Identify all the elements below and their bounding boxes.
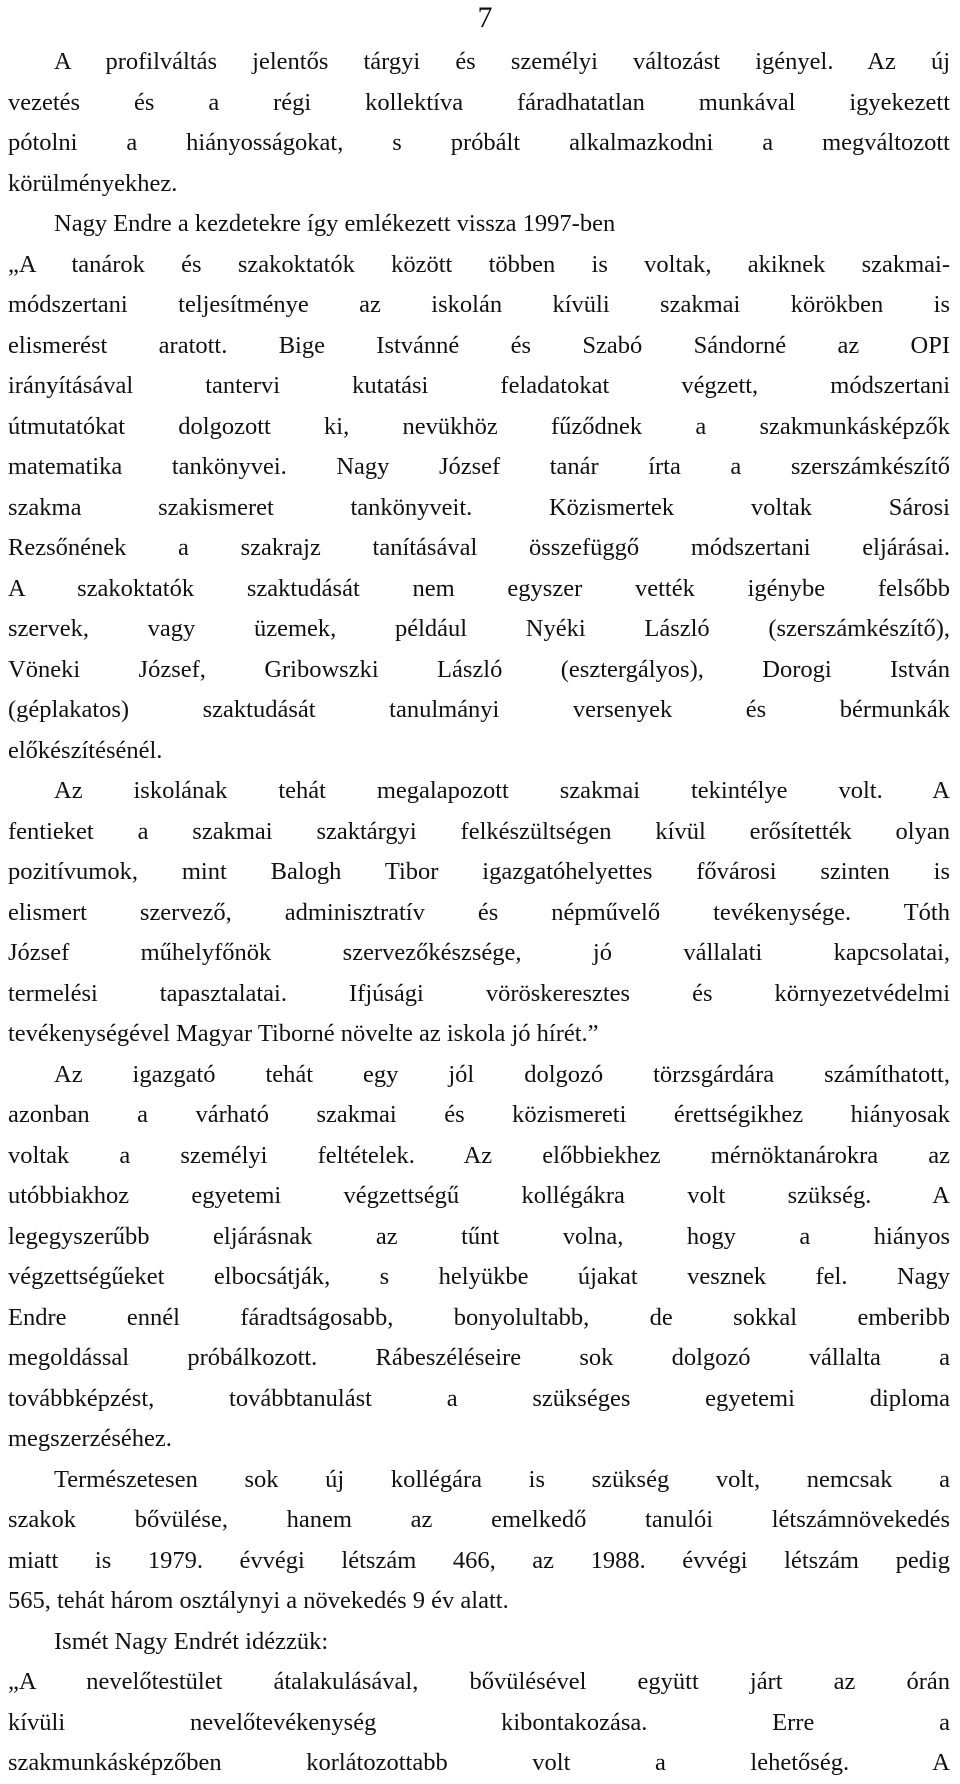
text-line: 565, tehát három osztálynyi a növekedés 9 év alatt. <box>8 1587 509 1614</box>
text-line: pótolni a hiányosságokat, s próbált alkalmazkodni a megváltozott <box>8 129 950 156</box>
text-line: pozitívumok, mint Balogh Tibor igazgatóhelyettes fővárosi szinten is <box>8 858 950 885</box>
text-line: Rezsőnének a szakrajz tanításával összefüggő módszertani eljárásai. <box>8 534 950 561</box>
text-line: szervek, vagy üzemek, például Nyéki László (szerszámkészítő), <box>8 615 950 642</box>
text-line: miatt is 1979. évvégi létszám 466, az 1988. évvégi létszám pedig <box>8 1546 950 1574</box>
text-line: megszerzéséhez. <box>8 1425 172 1452</box>
text-line: A szakoktatók szaktudását nem egyszer vették igénybe felsőbb <box>8 574 950 602</box>
text-line: elismert szervező, adminisztratív és népművelő tevékenysége. Tóth <box>8 898 950 926</box>
text-line: Az igazgató tehát egy jól dolgozó törzsgárdára számíthatott, <box>54 1060 950 1088</box>
text-line: azonban a várható szakmai és közismereti érettségikhez hiányosak <box>8 1101 950 1128</box>
text-line: módszertani teljesítménye az iskolán kívüli szakmai körökben is <box>8 291 950 318</box>
text-line: előkészítésénél. <box>8 736 163 764</box>
text-line: elismerést aratott. Bige Istvánné és Szabó Sándorné az OPI <box>8 331 950 359</box>
text-line: kívüli nevelőtevékenység kibontakozása. Erre a <box>8 1708 950 1736</box>
text-line: megoldással próbálkozott. Rábeszéléseire sok dolgozó vállalta a <box>8 1344 950 1371</box>
text-line: utóbbiakhoz egyetemi végzettségű kollégákra volt szükség. A <box>8 1182 950 1209</box>
text-line: vezetés és a régi kollektíva fáradhatatlan munkával igyekezett <box>8 88 950 116</box>
text-line: (géplakatos) szaktudását tanulmányi versenyek és bérmunkák <box>8 696 950 723</box>
text-line: „A tanárok és szakoktatók között többen is voltak, akiknek szakmai- <box>8 250 950 278</box>
text-line: Vöneki József, Gribowszki László (esztergályos), Dorogi István <box>8 655 950 683</box>
text-line: Ismét Nagy Endrét idézzük: <box>54 1627 329 1655</box>
body-text <box>8 42 950 1784</box>
text-line: szakma szakismeret tankönyveit. Közismertek voltak Sárosi <box>8 493 950 521</box>
text-line: Az iskolának tehát megalapozott szakmai tekintélye volt. A <box>54 777 950 804</box>
text-line: irányításával tantervi kutatási feladatokat végzett, módszertani <box>8 372 950 399</box>
text-line: matematika tankönyvei. Nagy József tanár írta a szerszámkészítő <box>8 453 950 480</box>
text-line: „A nevelőtestület átalakulásával, bővülésével együtt járt az órán <box>8 1668 950 1695</box>
text-line: voltak a személyi feltételek. Az előbbiekhez mérnöktanárokra az <box>8 1141 950 1169</box>
text-line: Természetesen sok új kollégára is szükség volt, nemcsak a <box>54 1465 950 1493</box>
text-line: körülményekhez. <box>8 169 178 197</box>
text-line: fentieket a szakmai szaktárgyi felkészültségen kívül erősítették olyan <box>8 817 950 845</box>
text-line: szakmunkásképzőben korlátozottabb volt a lehetőség. A <box>8 1749 950 1776</box>
text-line: végzettségűeket elbocsátják, s helyükbe újakat vesznek fel. Nagy <box>8 1263 950 1290</box>
text-line: A profilváltás jelentős tárgyi és személyi változást igényel. Az új <box>54 48 950 75</box>
text-line: termelési tapasztalatai. Ifjúsági vöröskeresztes és környezetvédelmi <box>8 979 950 1007</box>
text-line: továbbképzést, továbbtanulást a szükséges egyetemi diploma <box>8 1384 950 1412</box>
text-line: szakok bővülése, hanem az emelkedő tanulói létszámnövekedés <box>8 1506 950 1533</box>
page-number: 7 <box>477 1 493 34</box>
text-line: útmutatókat dolgozott ki, nevükhöz fűződnek a szakmunkásképzők <box>8 412 950 440</box>
text-line: legegyszerűbb eljárásnak az tűnt volna, hogy a hiányos <box>8 1222 950 1250</box>
text-line: Endre ennél fáradtságosabb, bonyolultabb, de sokkal emberibb <box>8 1303 950 1331</box>
text-line: tevékenységével Magyar Tiborné növelte az iskola jó hírét.” <box>8 1020 599 1047</box>
text-line: Nagy Endre a kezdetekre így emlékezett vissza 1997-ben <box>54 210 616 237</box>
text-line: József műhelyfőnök szervezőkészsége, jó vállalati kapcsolatai, <box>8 939 950 966</box>
